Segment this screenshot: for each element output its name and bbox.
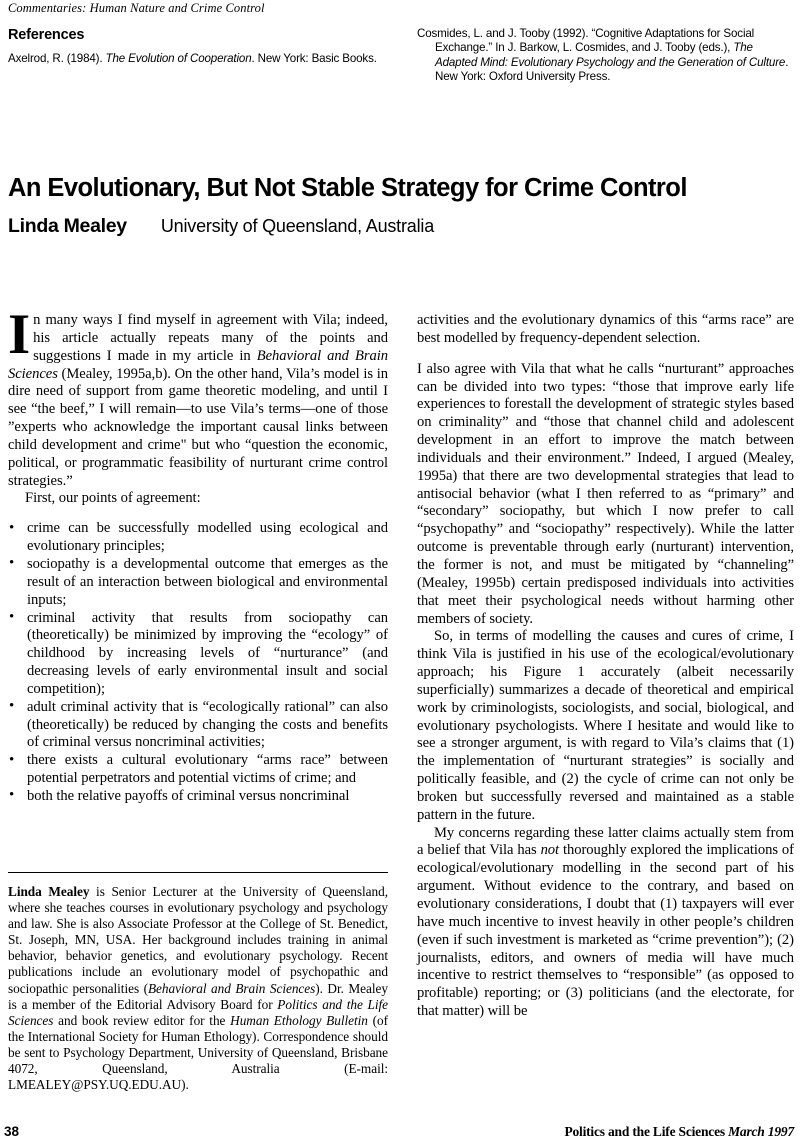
footnote-text-4: (of the International Society for Human Ethology). Correspondence should be sent to Psychology Department, University of Queensland, Brisbane 4072, Queensland, Australia (E-mail: LMEALEY@PSY.UQ.EDU.AU).: [8, 1012, 388, 1093]
agreement-intro-paragraph: First, our points of agreement:: [25, 490, 201, 507]
opening-text-part-1: n many ways I find myself in agreement with Vila; indeed, his article actually repeats many of the points and suggestions I made in my article in: [33, 312, 388, 364]
continued-paragraph: activities and the evolutionary dynamics of this “arms race” are best modelled by frequency-dependent selection.: [417, 312, 794, 346]
list-item: • both the relative payoffs of criminal versus noncriminal: [8, 788, 388, 806]
body-left-column: [8, 303, 388, 806]
references-heading: References: [8, 27, 85, 43]
footer-journal-line: [564, 1124, 794, 1140]
byline: [8, 215, 708, 238]
emphasis-not: not: [540, 842, 560, 859]
footnote-author-name: Linda Mealey: [8, 884, 90, 899]
references-right-column: [417, 27, 794, 88]
reference-text-pre: Axelrod, R. (1984).: [8, 52, 106, 65]
footnote-text-2: ). Dr. Mealey is a member of the Editorial Advisory Board for: [8, 980, 388, 1012]
footnote-italic-1: Behavioral and Brain Sciences: [147, 980, 316, 996]
drop-cap: I: [8, 303, 31, 366]
body-right-column: [417, 312, 794, 1021]
concerns-text-part-2: thoroughly explored the implications of ecological/evolutionary modelling in the second part of his argument. Without evidence to the contrary, and based on evolutionary considerations, I doubt that (1) taxpayers will ever have much incentive to invest heavily in other people’s children (even if such investment is marketed as “crime prevention”); (2) journalists, editors, and owners of media will have much incentive to restrict themselves to “responsible” (as opposed to profitable) reporting; or (3) politicians (and the electorate, for that matter) will be: [417, 842, 794, 1020]
opening-text-part-2: (Mealey, 1995a,b). On the other hand, Vila’s model is in dire need of support from game theoretic modeling, and until I see “the beef,” I will remain—to use Vila’s terms—one of those ”experts who acknowledge the important causal links between child development and crime" but who “question the economic, political, or programmatic feasibility of nurturant crime control strategies.”: [8, 365, 388, 489]
footnote-italic-2: Politics and the Life Sciences: [8, 996, 388, 1028]
reference-entry: [417, 27, 794, 84]
nurturant-approaches-paragraph: I also agree with Vila that what he calls “nurturant” approaches can be divided into two types: “those that improve early life experiences to forestall the development of strategic styles based on criminality” and “those that channel child and adolescent development in an effort to improve the match between individuals and their environment.” Indeed, I argued (Mealey, 1995a) that there are two developmental strategies that lead to antisocial behavior (what I then referred to as “primary” and “secondary” sociopathy, but which I now prefer to call “psychopathy” and “sociopathy” respectively). While the latter outcome is preventable through early (nurturant) intervention, the former is not, and must be mitigated by “channeling” (Mealey, 1995b) certain predisposed individuals into activities that meet their psychological needs without harming other members of society.: [417, 360, 794, 627]
reference-entry: [8, 52, 388, 66]
reference-title-italic: The Adapted Mind: Evolutionary Psychology and the Generation of Culture: [435, 41, 786, 69]
reference-text-post: . New York: Basic Books.: [251, 52, 377, 65]
list-item: • there exists a cultural evolutionary “arms race” between potential perpetrators and potential victims of crime; and: [8, 752, 388, 788]
page-number: 38: [4, 1124, 20, 1139]
list-item: • adult criminal activity that is “ecologically rational” can also (theoretically) be reduced by changing the costs and benefits of criminal versus noncriminal activities;: [8, 699, 388, 753]
journal-issue: March 1997: [728, 1124, 794, 1139]
footnote-separator-rule: [8, 872, 388, 873]
reference-text-pre: Cosmides, L. and J. Tooby (1992). “Cognitive Adaptations for Social Exchange.” In J. Barkow, L. Cosmides, and J. Tooby (eds.),: [417, 27, 755, 55]
modelling-paragraph: So, in terms of modelling the causes and cures of crime, I think Vila is justified in his use of the ecological/evolutionary approach; his Figure 1 accurately (albeit necessarily superficially) summarizes a decade of theoretical and empirical work by criminologists, sociologists, and social, biological, and evolutionary psychologists. Where I hesitate and would like to see a stronger argument, is with regard to Vila’s claims that (1) the implementation of “nurturant strategies” is socially and politically feasible, and (2) the cycle of crime can not only be broken but successfully reversed and maintained as a stable pattern in the future.: [417, 628, 794, 823]
author-bio-footnote: [8, 884, 388, 1093]
list-item: • sociopathy is a developmental outcome that emerges as the result of an interaction between biological and environmental inputs;: [8, 556, 388, 610]
footnote-italic-3: Human Ethology Bulletin: [230, 1012, 368, 1028]
reference-title-italic: The Evolution of Cooperation: [105, 52, 252, 65]
running-head: Commentaries: Human Nature and Crime Control: [8, 1, 265, 15]
footnote-text-1: is Senior Lecturer at the University of Queensland, where she teaches courses in evolutionary psychology and psychology and law. She is also Associate Professor at the College of St. Benedict, St. Joseph, MN, USA. Her background includes training in animal behavior, behavior genetics, and evolutionary psychology. Recent publications include an evolutionary model of psychopathic and sociopathic personalities (: [8, 884, 388, 996]
list-item: • crime can be successfully modelled using ecological and evolutionary principles;: [8, 520, 388, 556]
article-title: An Evolutionary, But Not Stable Strategy for Crime Control: [8, 174, 687, 203]
agreement-bullet-list: [8, 520, 388, 806]
author-affiliation: University of Queensland, Australia: [160, 216, 435, 236]
concerns-text-part-1: My concerns regarding these latter claims actually stem from a belief that Vila has: [417, 824, 794, 859]
author-name: Linda Mealey: [8, 215, 127, 237]
reference-text-post: . New York: Oxford University Press.: [435, 55, 789, 83]
references-left-column: [8, 27, 388, 70]
concerns-paragraph: [417, 825, 794, 1021]
journal-title-italic: Behavioral and Brain Sciences: [8, 347, 388, 382]
list-item: • criminal activity that results from sociopathy can (theoretically) be minimized by improving the “ecology” of childhood by increasing levels of “nurturance” (and decreasing levels of early environmental insult and social competition);: [8, 610, 388, 699]
opening-paragraph: [8, 303, 388, 490]
journal-name: Politics and the Life Sciences: [564, 1124, 729, 1139]
footnote-text-3: and book review editor for the: [53, 1012, 231, 1028]
